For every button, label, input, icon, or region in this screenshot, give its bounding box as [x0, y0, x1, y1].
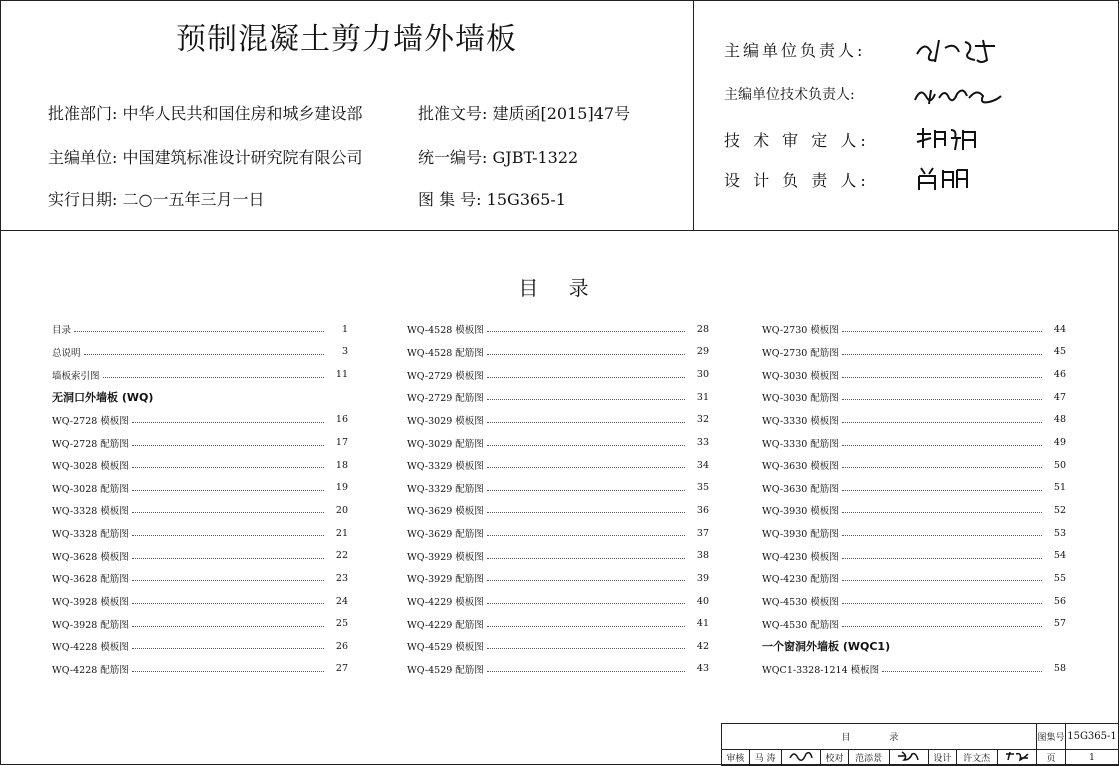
toc-section-heading: 一个窗洞外墙板 (WQC1)	[762, 640, 891, 654]
dot-leader	[487, 376, 685, 378]
toc-entry[interactable]	[52, 499, 348, 522]
toc-entry-name: WQ-4228 模板图	[52, 642, 129, 654]
atlas-number-row	[418, 187, 566, 210]
toc-entry[interactable]	[52, 612, 348, 635]
dot-leader	[487, 444, 685, 446]
toc-entry-page: 36	[696, 504, 709, 516]
toc-entry-page: 48	[1053, 414, 1066, 426]
atlas-title: 预制混凝土剪力墙外墙板	[176, 22, 517, 57]
dot-leader	[842, 398, 1042, 400]
toc-entry-page: 3	[341, 346, 348, 358]
dot-leader	[487, 489, 685, 491]
handwritten-signature	[896, 750, 922, 762]
handwritten-signature	[788, 750, 814, 762]
approval-dept-value: 中华人民共和国住房和城乡建设部	[122, 104, 363, 123]
toc-entry-name: WQ-3630 模板图	[762, 461, 839, 473]
dot-leader	[132, 557, 324, 559]
toc-entry-page: 20	[335, 504, 348, 516]
signer-role: 主编单位技术负责人:	[724, 87, 855, 103]
signer-role: 技 术 审 定 人:	[724, 131, 870, 150]
toc-entry[interactable]	[52, 409, 348, 432]
toc-entry[interactable]	[762, 454, 1066, 477]
toc-entry-page: 45	[1053, 346, 1066, 358]
toc-entry-name: WQ-2730 模板图	[762, 325, 839, 337]
toc-entry[interactable]	[407, 658, 709, 681]
toc-entry-name: WQ-3329 模板图	[407, 461, 484, 473]
header-vertical-divider	[693, 0, 694, 230]
toc-entry[interactable]	[762, 612, 1066, 635]
dot-leader	[487, 602, 685, 604]
atlas-number-value: 15G365-1	[486, 190, 566, 209]
toc-entry[interactable]	[762, 363, 1066, 386]
design-label: 设计	[928, 750, 956, 766]
toc-entry-page: 49	[1053, 437, 1066, 449]
toc-entry[interactable]	[52, 522, 348, 545]
toc-entry-name: WQ-4529 配筋图	[407, 664, 484, 676]
toc-entry-name: WQ-4229 配筋图	[407, 619, 484, 631]
toc-entry-name: WQ-3330 模板图	[762, 415, 839, 427]
dot-leader	[842, 579, 1042, 581]
dot-leader	[487, 579, 685, 581]
toc-entry[interactable]	[52, 363, 348, 386]
toc-entry-name: WQ-2730 配筋图	[762, 347, 839, 359]
toc-entry[interactable]	[407, 431, 709, 454]
toc-entry[interactable]	[52, 476, 348, 499]
unified-number-value: GJBT-1322	[492, 148, 579, 167]
toc-entry-page: 31	[696, 391, 709, 403]
toc-entry[interactable]	[762, 567, 1066, 590]
toc-entry[interactable]	[407, 341, 709, 364]
toc-entry-name: WQ-3929 配筋图	[407, 574, 484, 586]
toc-entry-page: 17	[335, 437, 348, 449]
dot-leader	[842, 353, 1042, 355]
signer-role: 主编单位负责人:	[724, 41, 866, 60]
designer-signature	[997, 750, 1036, 766]
toc-entry-page: 21	[335, 527, 348, 539]
title-block-atlas-label: 图集号	[1037, 724, 1066, 750]
dot-leader	[842, 330, 1042, 332]
toc-entry-name: WQ-3029 配筋图	[407, 438, 484, 450]
dot-leader	[842, 376, 1042, 378]
toc-entry-name: WQ-3028 配筋图	[52, 483, 129, 495]
toc-entry-name: WQ-2728 配筋图	[52, 438, 129, 450]
toc-entry-page: 11	[335, 369, 348, 381]
toc-entry-page: 47	[1053, 391, 1066, 403]
toc-entry-name: WQ-3629 配筋图	[407, 529, 484, 541]
toc-entry-page: 58	[1053, 663, 1066, 675]
toc-entry-name: WQ-4528 模板图	[407, 325, 484, 337]
toc-entry[interactable]	[407, 522, 709, 545]
toc-entry[interactable]	[762, 341, 1066, 364]
toc-entry[interactable]	[762, 544, 1066, 567]
toc-entry[interactable]	[407, 318, 709, 341]
toc-entry[interactable]	[407, 635, 709, 658]
toc-section-heading: 无洞口外墙板 (WQ)	[52, 391, 154, 405]
toc-entry-name: WQ-4530 配筋图	[762, 619, 839, 631]
toc-entry[interactable]	[407, 612, 709, 635]
toc-entry[interactable]	[407, 590, 709, 613]
title-block-atlas-value: 15G365-1	[1066, 724, 1119, 750]
handwritten-signature	[1004, 750, 1030, 762]
dot-leader	[842, 557, 1042, 559]
toc-entry-name: WQ-4230 模板图	[762, 551, 839, 563]
toc-entry-name: WQ-4529 模板图	[407, 642, 484, 654]
toc-entry-page: 24	[335, 595, 348, 607]
effective-date-row	[48, 187, 264, 210]
unified-number-row	[418, 145, 578, 168]
toc-entry[interactable]	[762, 522, 1066, 545]
toc-entry[interactable]	[52, 454, 348, 477]
toc-entry[interactable]	[407, 544, 709, 567]
effective-date-value: 二○一五年三月一日	[122, 190, 265, 209]
chief-unit-row	[48, 145, 363, 168]
toc-entry[interactable]	[407, 499, 709, 522]
toc-entry-name: WQ-3029 模板图	[407, 415, 484, 427]
check-label: 校对	[821, 750, 849, 766]
toc-entry[interactable]	[762, 431, 1066, 454]
toc-entry-page: 33	[696, 437, 709, 449]
dot-leader	[487, 534, 685, 536]
toc-entry-name: WQ-3928 配筋图	[52, 619, 129, 631]
toc-entry[interactable]	[762, 658, 1066, 681]
toc-entry-page: 46	[1053, 369, 1066, 381]
toc-entry-page: 51	[1053, 482, 1066, 494]
dot-leader	[842, 421, 1042, 423]
page-label: 页	[1037, 750, 1066, 766]
toc-entry-name: WQ-3930 配筋图	[762, 529, 839, 541]
dot-leader	[132, 489, 324, 491]
toc-entry-name: 墙板索引图	[52, 370, 100, 382]
toc-column-2	[407, 318, 709, 680]
toc-entry-page: 52	[1053, 504, 1066, 516]
dot-leader	[487, 511, 685, 513]
toc-entry-page: 37	[696, 527, 709, 539]
toc-entry-name: WQ-3030 模板图	[762, 370, 839, 382]
approval-dept-label: 批准部门:	[48, 104, 118, 123]
dot-leader	[487, 421, 685, 423]
dot-leader	[882, 670, 1042, 672]
toc-entry[interactable]	[762, 409, 1066, 432]
toc-entry-page: 56	[1053, 595, 1066, 607]
dot-leader	[842, 602, 1042, 604]
toc-entry-page: 43	[696, 663, 709, 675]
toc-entry-page: 38	[696, 550, 709, 562]
dot-leader	[84, 353, 324, 355]
toc-entry-page: 57	[1053, 618, 1066, 630]
toc-entry[interactable]	[407, 567, 709, 590]
toc-entry[interactable]	[762, 386, 1066, 409]
dot-leader	[487, 353, 685, 355]
doc-number-row	[418, 101, 630, 124]
toc-entry-page: 22	[335, 550, 348, 562]
unified-number-label: 统一编号:	[418, 148, 488, 167]
dot-leader	[842, 466, 1042, 468]
toc-entry-name: WQC1-3328-1214 模板图	[762, 664, 880, 676]
toc-entry[interactable]	[762, 499, 1066, 522]
dot-leader	[132, 511, 324, 513]
toc-entry-page: 26	[335, 640, 348, 652]
toc-entry-name: 目录	[52, 325, 72, 337]
toc-entry-page: 25	[335, 618, 348, 630]
dot-leader	[132, 579, 324, 581]
toc-entry-page: 53	[1053, 527, 1066, 539]
toc-entry-name: WQ-2729 配筋图	[407, 393, 484, 405]
review-label: 审核	[722, 750, 750, 766]
dot-leader	[487, 330, 685, 332]
toc-entry-page: 34	[696, 459, 709, 471]
dot-leader	[132, 444, 324, 446]
doc-number-value: 建质函[2015]47号	[492, 104, 631, 123]
toc-entry[interactable]	[407, 476, 709, 499]
dot-leader	[487, 466, 685, 468]
toc-entry-name: WQ-4229 模板图	[407, 597, 484, 608]
toc-entry-page: 18	[335, 459, 348, 471]
dot-leader	[132, 625, 324, 627]
title-block-title: 目 录	[722, 724, 1037, 750]
toc-entry-name: WQ-3629 模板图	[407, 506, 484, 518]
toc-entry-page: 35	[696, 482, 709, 494]
toc-entry-name: WQ-3929 模板图	[407, 551, 484, 563]
toc-entry-page: 55	[1053, 572, 1066, 584]
toc-entry-page: 30	[696, 369, 709, 381]
toc-entry[interactable]	[407, 386, 709, 409]
toc-entry[interactable]	[52, 658, 348, 681]
checker-signature	[889, 750, 928, 766]
toc-entry[interactable]	[52, 635, 348, 658]
toc-entry[interactable]	[762, 590, 1066, 613]
toc-entry[interactable]	[52, 544, 348, 567]
dot-leader	[842, 534, 1042, 536]
doc-number-label: 批准文号:	[418, 104, 488, 123]
dot-leader	[487, 625, 685, 627]
dot-leader	[132, 602, 324, 604]
toc-entry[interactable]	[52, 567, 348, 590]
toc-entry[interactable]	[407, 363, 709, 386]
toc-entry-page: 44	[1053, 323, 1066, 335]
dot-leader	[132, 534, 324, 536]
toc-entry-name: 总说明	[52, 347, 81, 359]
handwritten-signature	[913, 80, 1003, 110]
reviewer-name: 马 涛	[749, 750, 781, 766]
toc-entry-name: WQ-3028 模板图	[52, 461, 129, 473]
toc-entry-name: WQ-3330 配筋图	[762, 438, 839, 450]
toc-entry-page: 27	[335, 663, 348, 675]
toc-entry-name: WQ-4530 模板图	[762, 597, 839, 608]
toc-entry-name: WQ-4528 配筋图	[407, 347, 484, 359]
toc-entry[interactable]	[52, 431, 348, 454]
dot-leader	[132, 421, 324, 423]
atlas-number-label: 图 集 号:	[418, 190, 482, 209]
title-block	[721, 723, 1119, 765]
toc-entry-name: WQ-2729 模板图	[407, 370, 484, 382]
toc-entry-page: 54	[1053, 550, 1066, 562]
dot-leader	[132, 670, 324, 672]
dot-leader	[132, 466, 324, 468]
toc-entry[interactable]	[407, 454, 709, 477]
dot-leader	[487, 398, 685, 400]
toc-entry-page: 28	[696, 323, 709, 335]
toc-entry-page: 39	[696, 572, 709, 584]
toc-entry-name: WQ-4230 配筋图	[762, 574, 839, 586]
designer-name: 许文杰	[956, 750, 997, 766]
dot-leader	[487, 647, 685, 649]
page-number: 1	[1066, 750, 1119, 766]
dot-leader	[74, 330, 324, 332]
toc-entry-page: 23	[335, 572, 348, 584]
toc-entry[interactable]	[52, 590, 348, 613]
toc-entry-page: 29	[696, 346, 709, 358]
toc-entry-page: 19	[335, 482, 348, 494]
dot-leader	[842, 444, 1042, 446]
toc-entry[interactable]	[407, 409, 709, 432]
toc-entry-page: 40	[696, 595, 709, 607]
toc-entry[interactable]	[762, 476, 1066, 499]
toc-entry-name: WQ-3329 配筋图	[407, 483, 484, 495]
toc-entry[interactable]	[52, 318, 348, 341]
toc-entry-name: WQ-2728 模板图	[52, 415, 129, 427]
toc-entry-name: WQ-3628 模板图	[52, 551, 129, 563]
chief-unit-label: 主编单位:	[48, 148, 118, 167]
dot-leader	[842, 625, 1042, 627]
toc-title: 目 录	[518, 276, 601, 300]
reviewer-signature	[781, 750, 820, 766]
checker-name: 范添景	[848, 750, 889, 766]
toc-entry-page: 50	[1053, 459, 1066, 471]
dot-leader	[842, 511, 1042, 513]
toc-entry-name: WQ-3328 配筋图	[52, 529, 129, 541]
toc-entry-page: 16	[335, 414, 348, 426]
toc-entry-name: WQ-3930 模板图	[762, 506, 839, 518]
handwritten-signature	[913, 124, 983, 154]
signer-role: 设 计 负 责 人:	[724, 171, 870, 190]
dot-leader	[487, 670, 685, 672]
toc-entry-name: WQ-3628 配筋图	[52, 574, 129, 586]
header-divider	[0, 230, 1119, 231]
dot-leader	[103, 376, 324, 378]
handwritten-signature	[913, 164, 973, 194]
toc-entry-name: WQ-3328 模板图	[52, 506, 129, 518]
toc-entry-page: 1	[341, 323, 348, 335]
toc-entry-name: WQ-4228 配筋图	[52, 664, 129, 676]
effective-date-label: 实行日期:	[48, 190, 118, 209]
toc-column-3	[762, 318, 1066, 680]
dot-leader	[842, 489, 1042, 491]
toc-entry-page: 41	[696, 618, 709, 630]
toc-entry-name: WQ-3030 配筋图	[762, 393, 839, 405]
approval-dept-row	[48, 101, 363, 124]
dot-leader	[132, 647, 324, 649]
toc-entry-page: 42	[696, 640, 709, 652]
dot-leader	[487, 557, 685, 559]
toc-entry-name: WQ-3928 模板图	[52, 597, 129, 608]
toc-entry[interactable]	[52, 341, 348, 364]
handwritten-signature	[913, 32, 1003, 68]
toc-entry[interactable]	[762, 318, 1066, 341]
toc-column-1	[52, 318, 348, 680]
toc-entry-page: 32	[696, 414, 709, 426]
toc-entry-name: WQ-3630 配筋图	[762, 483, 839, 495]
chief-unit-value: 中国建筑标准设计研究院有限公司	[122, 148, 363, 167]
